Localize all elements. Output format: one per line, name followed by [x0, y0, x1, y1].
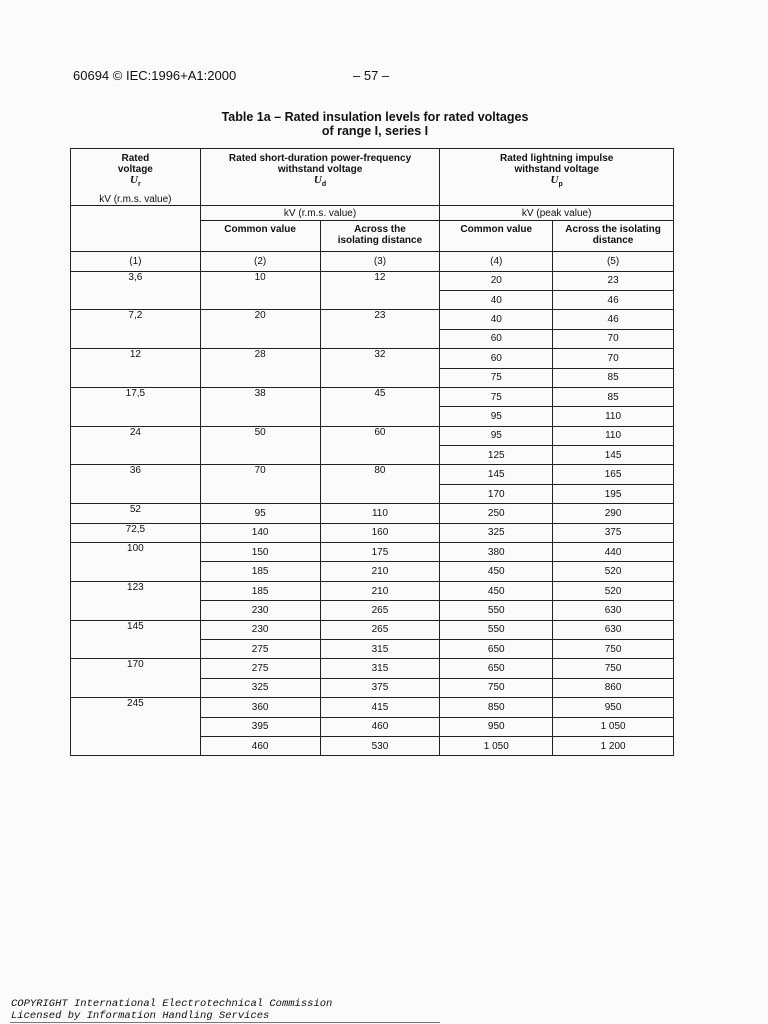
unit-ud: kV (r.m.s. value) — [200, 206, 440, 221]
across-isolating-d-cell: 23 — [320, 310, 440, 349]
common-value-p-cell: 125 — [440, 446, 553, 465]
header-ur-blank — [71, 206, 201, 252]
common-value-d-cell: 150 — [200, 543, 320, 562]
common-value-p-cell: 75 — [440, 387, 553, 406]
common-value-d-cell: 28 — [200, 349, 320, 388]
common-value-d-cell: 70 — [200, 465, 320, 504]
rated-voltage-cell: 24 — [71, 426, 201, 465]
rated-voltage-cell: 72,5 — [71, 523, 201, 542]
table-row — [71, 523, 674, 542]
common-value-d-cell: 230 — [200, 620, 320, 639]
common-value-p-cell: 550 — [440, 601, 553, 620]
across-isolating-p-cell: 860 — [553, 678, 674, 697]
across-isolating-d-cell: 315 — [320, 640, 440, 659]
insulation-levels-table — [70, 148, 674, 756]
common-value-p-cell: 450 — [440, 581, 553, 600]
common-value-d-cell: 230 — [200, 601, 320, 620]
across-isolating-d-cell: 32 — [320, 349, 440, 388]
rated-voltage-cell: 145 — [71, 620, 201, 659]
across-isolating-p-cell: 520 — [553, 581, 674, 600]
column-number-4: (4) — [440, 252, 553, 271]
symbol-ur: $U_r$ — [130, 174, 141, 189]
common-value-p-cell: 60 — [440, 329, 553, 348]
short-duration-title-2: withstand voltage — [277, 164, 363, 175]
across-isolating-d-cell: 210 — [320, 581, 440, 600]
common-value-d-cell: 10 — [200, 271, 320, 310]
across-isolating-d-cell: 110 — [320, 504, 440, 523]
across-isolating-p-cell: 70 — [553, 329, 674, 348]
table-row — [71, 698, 674, 717]
symbol-up: $U_p$ — [550, 174, 563, 189]
document-reference: 60694 © IEC:1996+A1:2000 — [73, 68, 237, 83]
rated-voltage-title-1: Rated — [121, 153, 150, 164]
table-row — [71, 659, 674, 678]
common-value-p-cell: 650 — [440, 659, 553, 678]
table-title-line-1: Table 1a – Rated insulation levels for rated voltages — [221, 110, 529, 124]
common-value-d-cell: 460 — [200, 736, 320, 755]
common-value-p-cell: 550 — [440, 620, 553, 639]
header-rated-voltage — [71, 149, 201, 206]
across-isolating-p-cell: 375 — [553, 523, 674, 542]
across-isolating-d-cell: 80 — [320, 465, 440, 504]
common-value-p-cell: 95 — [440, 426, 553, 445]
common-value-p-cell: 650 — [440, 640, 553, 659]
table-row — [71, 387, 674, 406]
rated-voltage-cell: 170 — [71, 659, 201, 698]
header-short-duration — [200, 149, 440, 206]
rated-voltage-cell: 12 — [71, 349, 201, 388]
rated-voltage-title-2: voltage — [117, 164, 153, 175]
common-value-p-cell: 145 — [440, 465, 553, 484]
common-value-p-cell: 850 — [440, 698, 553, 717]
across-isolating-d-cell: 460 — [320, 717, 440, 736]
table-row — [71, 581, 674, 600]
symbol-ud: $U_d$ — [313, 174, 327, 189]
footer-rule — [10, 1022, 440, 1023]
across-isolating-d-cell: 265 — [320, 601, 440, 620]
across-p-line-2: distance — [592, 235, 634, 247]
across-isolating-p-cell: 1 200 — [553, 736, 674, 755]
table-row — [71, 310, 674, 329]
across-isolating-p-cell: 145 — [553, 446, 674, 465]
lightning-title-1: Rated lightning impulse — [500, 153, 614, 164]
across-isolating-d-cell: 265 — [320, 620, 440, 639]
header-unit-row — [71, 206, 674, 221]
common-value-p-cell: 750 — [440, 678, 553, 697]
across-isolating-d-cell: 160 — [320, 523, 440, 542]
across-isolating-p-cell: 440 — [553, 543, 674, 562]
common-value-d-cell: 325 — [200, 678, 320, 697]
rated-voltage-cell: 245 — [71, 698, 201, 756]
across-isolating-p-cell: 110 — [553, 407, 674, 426]
across-isolating-d-cell: 530 — [320, 736, 440, 755]
short-duration-title-1: Rated short-duration power-frequency — [228, 153, 412, 164]
rated-voltage-cell: 123 — [71, 581, 201, 620]
across-isolating-p-cell: 85 — [553, 387, 674, 406]
column-number-row — [71, 252, 674, 271]
common-value-p-cell: 450 — [440, 562, 553, 581]
common-value-d-cell: 140 — [200, 523, 320, 542]
common-value-p-cell: 75 — [440, 368, 553, 387]
across-isolating-p-cell: 110 — [553, 426, 674, 445]
common-value-p-cell: 40 — [440, 290, 553, 309]
across-isolating-d-cell: 175 — [320, 543, 440, 562]
across-isolating-d-cell: 60 — [320, 426, 440, 465]
header-common-value-d: Common value — [200, 221, 320, 252]
across-isolating-p-cell: 630 — [553, 601, 674, 620]
copyright-line-1: COPYRIGHT International Electrotechnical Commission — [11, 998, 333, 1010]
common-value-d-cell: 395 — [200, 717, 320, 736]
column-number-1: (1) — [71, 252, 201, 271]
across-isolating-p-cell: 520 — [553, 562, 674, 581]
header-common-value-p: Common value — [440, 221, 553, 252]
rated-voltage-cell: 17,5 — [71, 387, 201, 426]
across-isolating-p-cell: 23 — [553, 271, 674, 290]
table-title — [180, 110, 570, 138]
rated-voltage-title — [74, 149, 197, 175]
rated-voltage-cell: 7,2 — [71, 310, 201, 349]
across-d-line-1: Across the — [354, 224, 406, 236]
table-row — [71, 426, 674, 445]
copyright-line-2: Licensed by Information Handling Services — [11, 1009, 270, 1022]
across-isolating-p-cell: 85 — [553, 368, 674, 387]
across-isolating-p-cell: 70 — [553, 349, 674, 368]
header-across-isolating-d — [320, 221, 440, 252]
common-value-p-cell: 20 — [440, 271, 553, 290]
header-row-main — [71, 149, 674, 206]
across-isolating-d-cell: 12 — [320, 271, 440, 310]
rated-voltage-cell: 100 — [71, 543, 201, 582]
common-value-d-cell: 38 — [200, 387, 320, 426]
header-across-isolating-p — [553, 221, 674, 252]
table-row — [71, 349, 674, 368]
common-value-p-cell: 1 050 — [440, 736, 553, 755]
header-lightning-impulse — [440, 149, 674, 206]
common-value-d-cell: 185 — [200, 581, 320, 600]
across-isolating-p-cell: 46 — [553, 290, 674, 309]
rated-voltage-cell: 52 — [71, 504, 201, 523]
across-isolating-d-cell: 210 — [320, 562, 440, 581]
across-isolating-d-cell: 415 — [320, 698, 440, 717]
common-value-p-cell: 250 — [440, 504, 553, 523]
across-isolating-p-cell: 750 — [553, 640, 674, 659]
common-value-d-cell: 275 — [200, 659, 320, 678]
common-value-d-cell: 20 — [200, 310, 320, 349]
rated-voltage-cell: 3,6 — [71, 271, 201, 310]
common-value-p-cell: 60 — [440, 349, 553, 368]
column-number-3: (3) — [320, 252, 440, 271]
table-row — [71, 465, 674, 484]
across-d-line-2: isolating distance — [337, 235, 423, 247]
across-isolating-d-cell: 315 — [320, 659, 440, 678]
across-isolating-p-cell: 750 — [553, 659, 674, 678]
unit-up: kV (peak value) — [440, 206, 674, 221]
common-value-p-cell: 325 — [440, 523, 553, 542]
column-number-2: (2) — [200, 252, 320, 271]
table-row — [71, 504, 674, 523]
across-isolating-p-cell: 630 — [553, 620, 674, 639]
common-value-d-cell: 50 — [200, 426, 320, 465]
across-isolating-d-cell: 375 — [320, 678, 440, 697]
across-isolating-d-cell: 45 — [320, 387, 440, 426]
across-isolating-p-cell: 46 — [553, 310, 674, 329]
across-isolating-p-cell: 195 — [553, 484, 674, 503]
unit-ur: kV (r.m.s. value) — [99, 194, 172, 206]
table-row — [71, 620, 674, 639]
common-value-d-cell: 95 — [200, 504, 320, 523]
common-value-p-cell: 95 — [440, 407, 553, 426]
table-row — [71, 271, 674, 290]
across-p-line-1: Across the isolating — [565, 224, 661, 236]
across-isolating-p-cell: 165 — [553, 465, 674, 484]
page-number: – 57 – — [353, 68, 390, 83]
common-value-p-cell: 380 — [440, 543, 553, 562]
across-isolating-p-cell: 1 050 — [553, 717, 674, 736]
common-value-d-cell: 275 — [200, 640, 320, 659]
across-isolating-p-cell: 950 — [553, 698, 674, 717]
common-value-p-cell: 170 — [440, 484, 553, 503]
table-title-line-2: of range I, series I — [321, 124, 429, 138]
column-number-5: (5) — [553, 252, 674, 271]
table-row — [71, 543, 674, 562]
common-value-p-cell: 950 — [440, 717, 553, 736]
across-isolating-p-cell: 290 — [553, 504, 674, 523]
copyright-footer — [11, 999, 332, 1022]
common-value-d-cell: 360 — [200, 698, 320, 717]
lightning-title-2: withstand voltage — [514, 164, 599, 175]
rated-voltage-cell: 36 — [71, 465, 201, 504]
common-value-p-cell: 40 — [440, 310, 553, 329]
common-value-d-cell: 185 — [200, 562, 320, 581]
